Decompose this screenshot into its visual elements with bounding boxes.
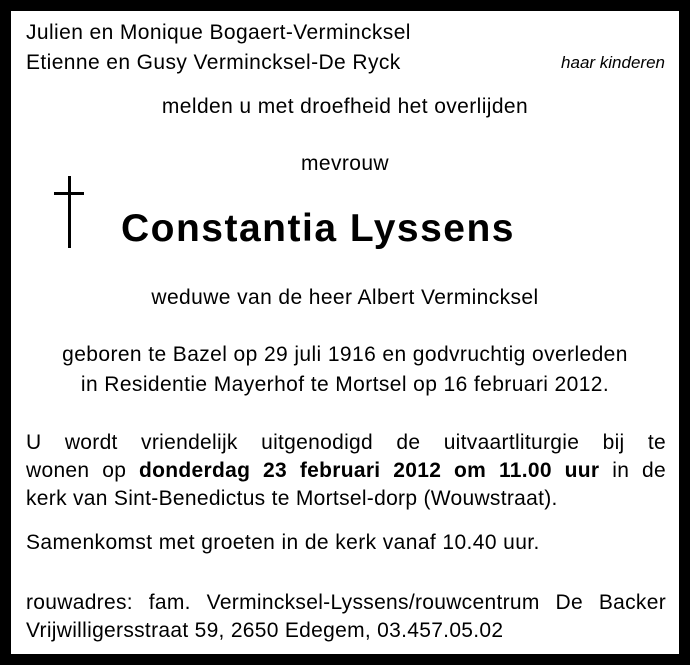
funeral-invitation xyxy=(26,431,666,515)
address-line-1: rouwadres: fam. Vermincksel-Lyssens/rouwcentrum De Backer xyxy=(26,591,666,614)
cross-icon xyxy=(54,176,84,248)
death-notice xyxy=(11,11,679,654)
birth-death-line-1: geboren te Bazel op 29 juli 1916 en godvruchtig overleden xyxy=(62,343,628,366)
birth-death-line-2: in Residentie Mayerhof te Mortsel op 16 februari 2012. xyxy=(80,373,610,396)
funeral-line-1: U wordt vriendelijk uitgenodigd de uitvaartliturgie bij te xyxy=(26,431,666,454)
funeral-line-3: kerk van Sint-Benedictus te Mortsel-dorp (Wouwstraat). xyxy=(26,487,558,510)
gathering: Samenkomst met groeten in de kerk vanaf 10.40 uur. xyxy=(26,531,540,554)
address-line-2: Vrijwilligersstraat 59, 2650 Edegem, 03.457.05.02 xyxy=(26,619,504,642)
deceased-name: Constantia Lyssens xyxy=(121,207,515,250)
widow-of: weduwe van de heer Albert Vermincksel xyxy=(151,286,539,309)
address-block xyxy=(26,591,666,647)
announcement: melden u met droefheid het overlijden xyxy=(161,95,529,118)
family-line-2: Etienne en Gusy Vermincksel-De Ryck xyxy=(26,51,401,74)
family-line-1: Julien en Monique Bogaert-Vermincksel xyxy=(26,21,411,44)
title-prefix: mevrouw xyxy=(301,152,389,175)
children-label: haar kinderen xyxy=(561,53,665,72)
funeral-line-2-end: in de xyxy=(599,459,666,482)
funeral-date-time: donderdag 23 februari 2012 om 11.00 uur xyxy=(139,459,600,482)
funeral-line-2 xyxy=(26,459,666,487)
funeral-line-2-start: wonen op xyxy=(26,459,140,482)
